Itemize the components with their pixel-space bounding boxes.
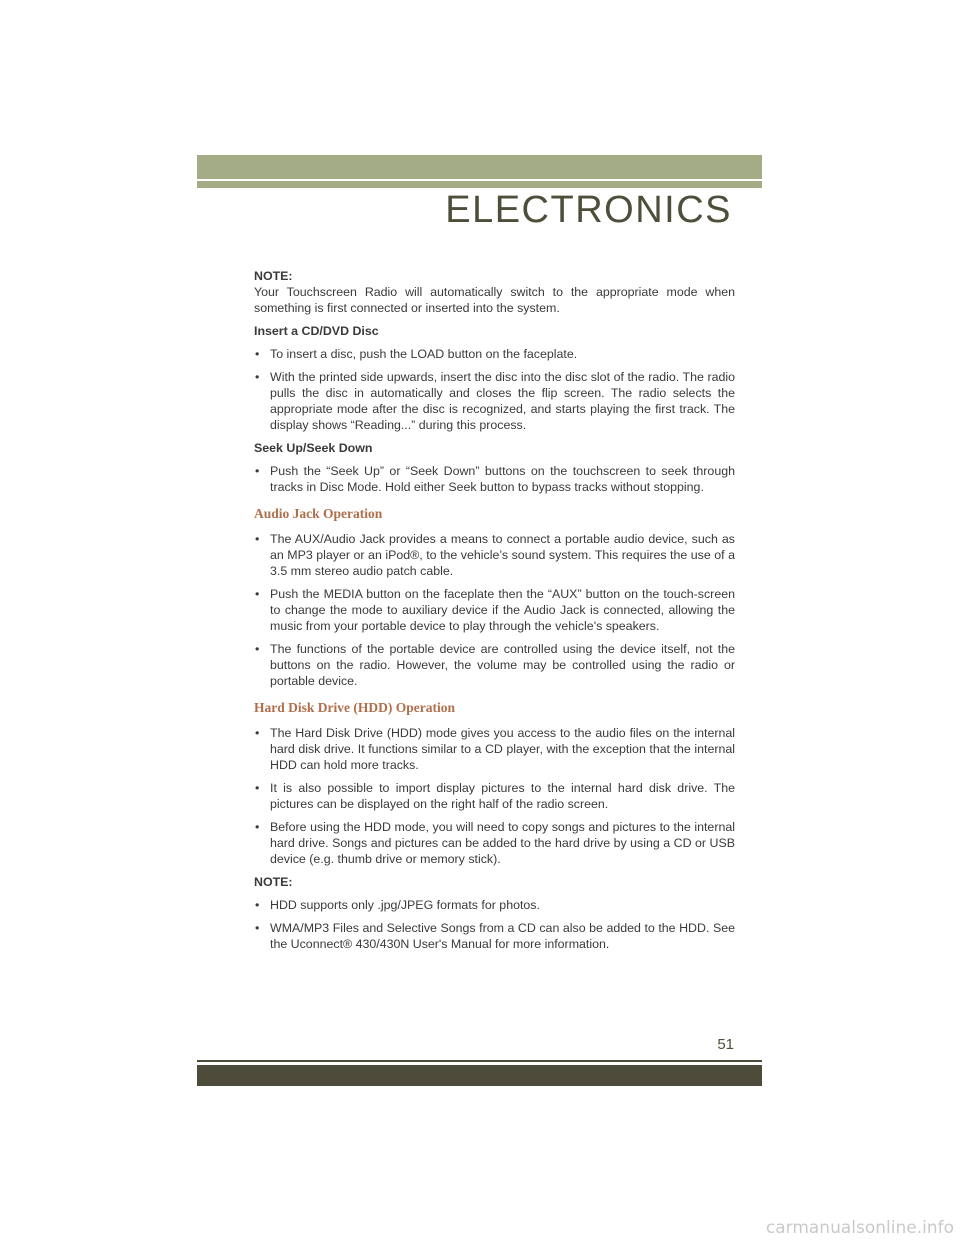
page-content [254, 268, 735, 959]
bullet: • [255, 921, 260, 935]
header-bar-strip [197, 181, 762, 188]
bullet: • [255, 347, 260, 361]
page-number: 51 [717, 1036, 734, 1053]
list-item: • WMA/MP3 Files and Selective Songs from a CD can also be added to the HDD. See the Uconnect® 430/430N User's Manual for more information. [255, 921, 735, 951]
bullet: • [255, 587, 260, 601]
list-item: • The Hard Disk Drive (HDD) mode gives you access to the audio files on the internal hard disk drive. It functions similar to a CD player, with the exception that the internal HDD can hold more tracks. [255, 726, 735, 772]
hdd-heading: Hard Disk Drive (HDD) Operation [254, 700, 455, 715]
note-text: Your Touchscreen Radio will automatically switch to the appropriate mode when something is first connected or inserted into the system. [254, 285, 735, 315]
footer-line [197, 1060, 762, 1062]
list-item: • HDD supports only .jpg/JPEG formats for photos. [255, 898, 540, 912]
seek-list [254, 463, 735, 495]
watermark: carmanualsonline.info [765, 1218, 954, 1238]
bullet: • [255, 370, 260, 384]
section-title: ELECTRONICS [445, 189, 732, 231]
seek-title: Seek Up/Seek Down [254, 441, 373, 455]
bullet: • [255, 781, 260, 795]
bullet: • [255, 464, 260, 478]
list-item: • With the printed side upwards, insert the disc into the disc slot of the radio. The radio pulls the disc in automatically and closes the flip screen. The radio selects the appropriate mode after the disc is recognized, and starts playing the first track. The display shows “Reading...” during this process. [255, 370, 735, 432]
note-label: NOTE: [254, 269, 293, 283]
audio-jack-heading: Audio Jack Operation [254, 506, 383, 521]
list-item: • Push the “Seek Up” or “Seek Down” buttons on the touchscreen to seek through tracks in Disc Mode. Hold either Seek button to bypass tracks without stopping. [255, 464, 735, 494]
audio-jack-list [254, 531, 735, 689]
footer-bar [197, 1065, 762, 1086]
bullet: • [255, 726, 260, 740]
hdd-list [254, 725, 735, 867]
note-list [254, 897, 735, 952]
list-item: • It is also possible to import display pictures to the internal hard disk drive. The pictures can be displayed on the right half of the radio screen. [255, 781, 735, 811]
list-item: • The functions of the portable device are controlled using the device itself, not the buttons on the radio. However, the volume may be controlled using the radio or portable device. [255, 642, 735, 688]
list-item: • Push the MEDIA button on the faceplate then the “AUX” button on the touch-screen to change the mode to auxiliary device if the Audio Jack is connected, allowing the music from your portable device to play through the vehicle's speakers. [255, 587, 735, 633]
bullet: • [255, 898, 260, 912]
bullet: • [255, 532, 260, 546]
list-item: • Before using the HDD mode, you will need to copy songs and pictures to the internal hard drive. Songs and pictures can be added to the hard drive by using a CD or USB device (e.g. thumb drive or memory stick). [255, 820, 735, 866]
list-item: • The AUX/Audio Jack provides a means to connect a portable audio device, such as an MP3 player or an iPod®, to the vehicle’s sound system. This requires the use of a 3.5 mm stereo audio patch cable. [255, 532, 735, 578]
list-item: • To insert a disc, push the LOAD button on the faceplate. [255, 347, 578, 361]
bullet: • [255, 820, 260, 834]
bullet: • [255, 642, 260, 656]
insert-disc-list [254, 346, 735, 433]
insert-disc-title: Insert a CD/DVD Disc [254, 324, 379, 338]
note-label: NOTE: [254, 875, 293, 889]
header-bar [197, 155, 762, 179]
